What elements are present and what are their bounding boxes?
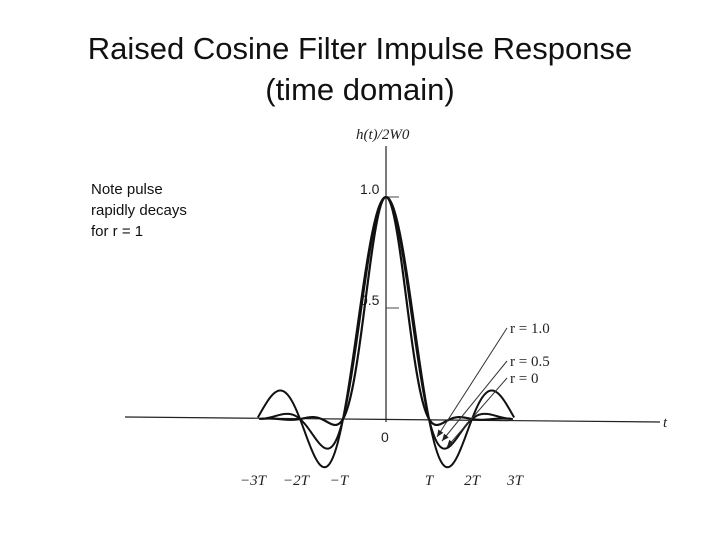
y-tick-label: 0 (381, 429, 389, 445)
note-line3: for r = 1 (91, 223, 144, 240)
legend-arrow-line (442, 361, 507, 441)
legend-annotations (437, 321, 550, 447)
x-axis-label: t (663, 415, 668, 431)
y-tick-label: 1.0 (360, 181, 380, 197)
note-line2: rapidly decays (91, 202, 187, 219)
x-tick-label: −T (329, 473, 349, 489)
slide-title-line2: (time domain) (265, 72, 455, 107)
x-tick-label: −3T (240, 473, 266, 489)
x-tick-label: 2T (464, 473, 480, 489)
y-ticks (360, 181, 399, 445)
legend-entry: r = 0 (510, 371, 539, 387)
slide-title-line1: Raised Cosine Filter Impulse Response (87, 31, 633, 66)
x-tick-label: 3T (507, 473, 523, 489)
y-tick-label: 0.5 (360, 292, 380, 308)
legend-entry: r = 1.0 (510, 321, 550, 337)
x-tick-label: −2T (283, 473, 309, 489)
legend-arrow-head (437, 429, 443, 437)
x-axis (125, 417, 660, 422)
y-axis-label: h(t)/2W0 (356, 127, 410, 143)
x-ticks (240, 473, 525, 489)
legend-arrow-head (442, 434, 449, 441)
x-tick-label: T (424, 473, 434, 489)
note-line1: Note pulse (91, 181, 163, 198)
legend-arrow-line (447, 378, 507, 447)
legend-entry: r = 0.5 (510, 354, 550, 370)
